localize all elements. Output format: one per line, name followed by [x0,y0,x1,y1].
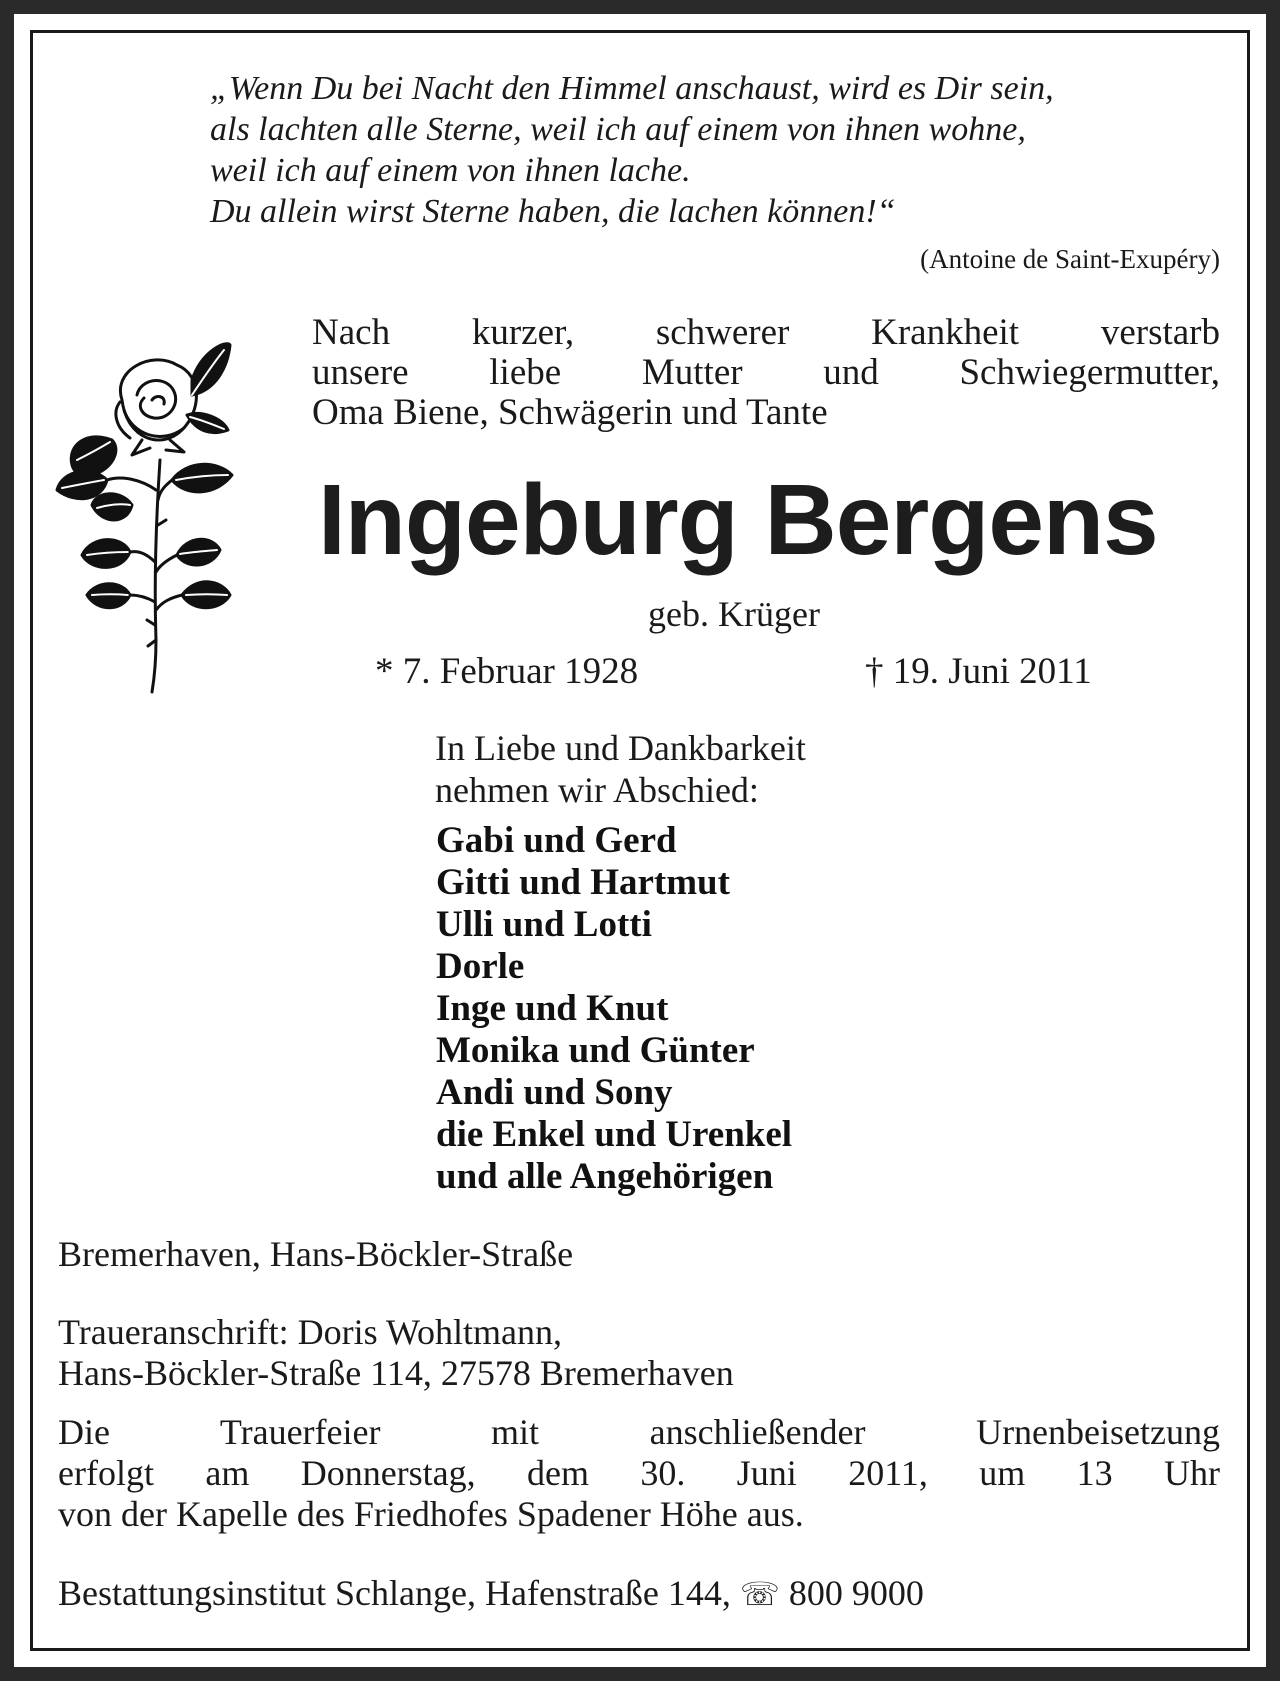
family-member: die Enkel und Urenkel [436,1114,793,1155]
funeral-home-line [58,1572,924,1614]
family-list [436,820,792,1198]
farewell-line-1: In Liebe und Dankbarkeit [435,728,806,768]
intro-text [312,313,1220,433]
family-member: und alle Angehörigen [436,1156,774,1197]
family-member: Inge und Knut [436,988,669,1029]
quote-attribution: (Antoine de Saint-Exupéry) [920,244,1220,274]
funeral-home-text: Bestattungsinstitut Schlange, Hafenstraße 144, [58,1573,731,1613]
family-member: Andi und Sony [436,1072,673,1113]
deceased-name: Ingeburg Bergens [318,464,1158,576]
telephone-icon: ☏ [739,1576,780,1612]
location-line: Bremerhaven, Hans-Böckler-Straße [58,1234,574,1274]
maiden-name: geb. Krüger [648,594,820,634]
funeral-home-phone: 800 9000 [788,1573,924,1613]
family-member: Gabi und Gerd [436,820,677,861]
ceremony-line-2: erfolgt am Donnerstag, dem 30. Juni 2011, um 13 Uhr [58,1453,1220,1493]
family-member: Dorle [436,946,525,987]
family-member: Gitti und Hartmut [436,862,730,903]
mourning-address-line-2: Hans-Böckler-Straße 114, 27578 Bremerhaven [58,1353,734,1393]
quote-line-4: Du allein wirst Sterne haben, die lachen können!“ [210,193,896,230]
mourning-address-line-1: Traueranschrift: Doris Wohltmann, [58,1312,563,1352]
rose-icon [52,340,252,695]
ceremony-line-3: von der Kapelle des Friedhofes Spadener Höhe aus. [58,1494,804,1534]
quote-line-1: „Wenn Du bei Nacht den Himmel anschaust, wird es Dir sein, [210,70,1054,107]
quote-line-2: als lachten alle Sterne, weil ich auf einem von ihnen wohne, [210,111,1026,148]
death-date: † 19. Juni 2011 [865,651,1092,692]
ceremony-line-1: Die Trauerfeier mit anschließender Urnenbeisetzung [58,1412,1220,1452]
intro-line-3: Oma Biene, Schwägerin und Tante [312,392,828,433]
family-member: Ulli und Lotti [436,904,652,945]
intro-line-1: Nach kurzer, schwerer Krankheit verstarb [312,312,1220,353]
birth-date: * 7. Februar 1928 [375,651,639,692]
family-member: Monika und Günter [436,1030,755,1071]
ceremony-text [58,1412,1220,1535]
quote-line-3: weil ich auf einem von ihnen lache. [210,152,691,189]
farewell-line-2: nehmen wir Abschied: [435,770,759,810]
intro-line-2: unsere liebe Mutter und Schwiegermutter, [312,352,1220,393]
